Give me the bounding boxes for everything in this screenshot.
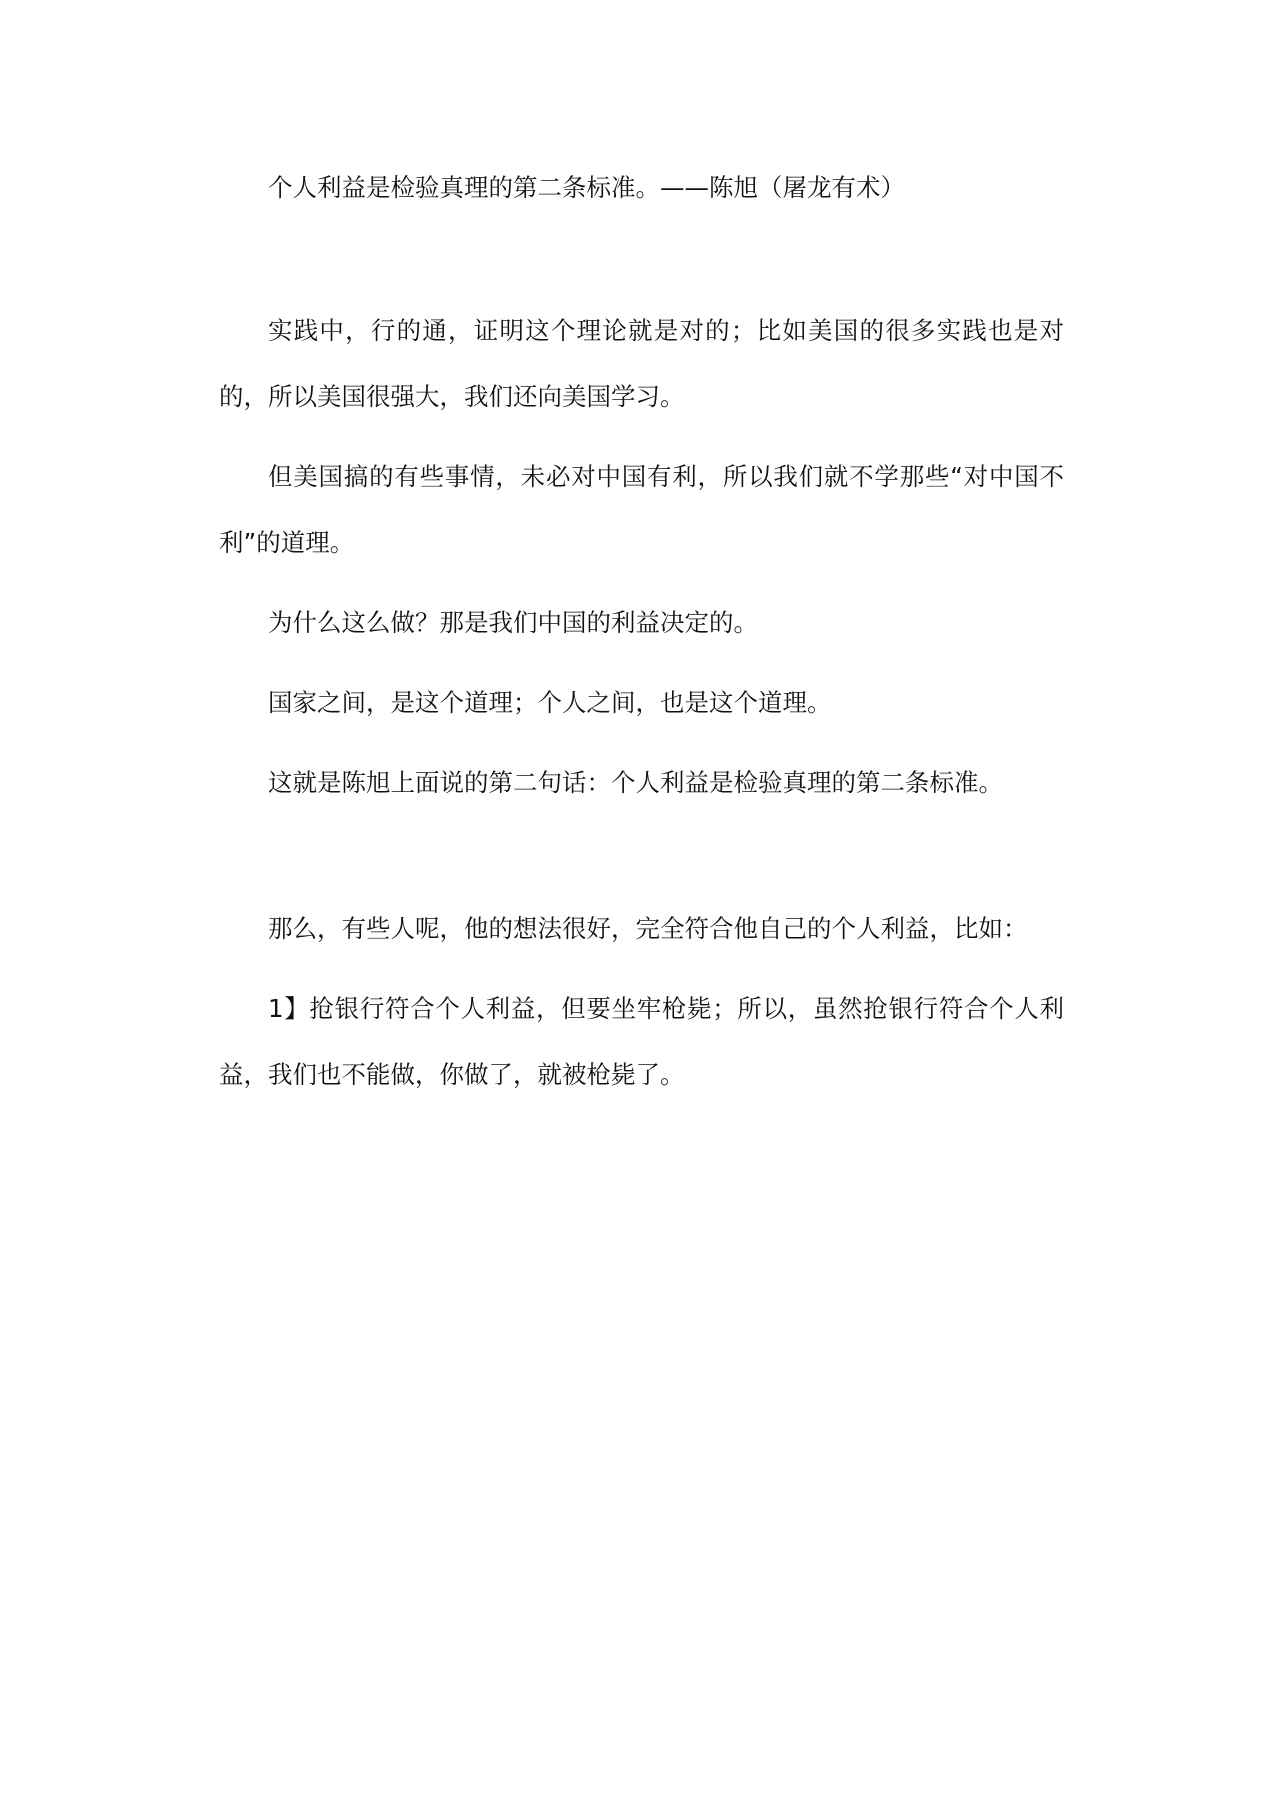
paragraph-some-people: 那么，有些人呢，他的想法很好，完全符合他自己的个人利益，比如： xyxy=(268,914,1028,943)
paragraph-america: 但美国搞的有些事情，未必对中国有利，所以我们就不学那些“对中国不利”的道理。 xyxy=(219,462,1064,557)
paragraph-practice: 实践中，行的通，证明这个理论就是对的；比如美国的很多实践也是对的，所以美国很强大，我们还向美国学习。 xyxy=(219,316,1064,411)
paragraph-spacer xyxy=(219,232,1064,298)
document-body xyxy=(219,160,1064,1122)
paragraph-why: 为什么这么做？那是我们中国的利益决定的。 xyxy=(268,608,758,637)
paragraph-spacer xyxy=(219,830,1064,896)
paragraph-second-sentence: 这就是陈旭上面说的第二句话：个人利益是检验真理的第二条标准。 xyxy=(268,768,1003,797)
paragraph-countries: 国家之间，是这个道理；个人之间，也是这个道理。 xyxy=(268,688,832,717)
paragraph-example-1: 1】抢银行符合个人利益，但要坐牢枪毙；所以，虽然抢银行符合个人利益，我们也不能做，你做了，就被枪毙了。 xyxy=(219,994,1064,1089)
paragraph-quote: 个人利益是检验真理的第二条标准。——陈旭（屠龙有术） xyxy=(268,173,905,202)
